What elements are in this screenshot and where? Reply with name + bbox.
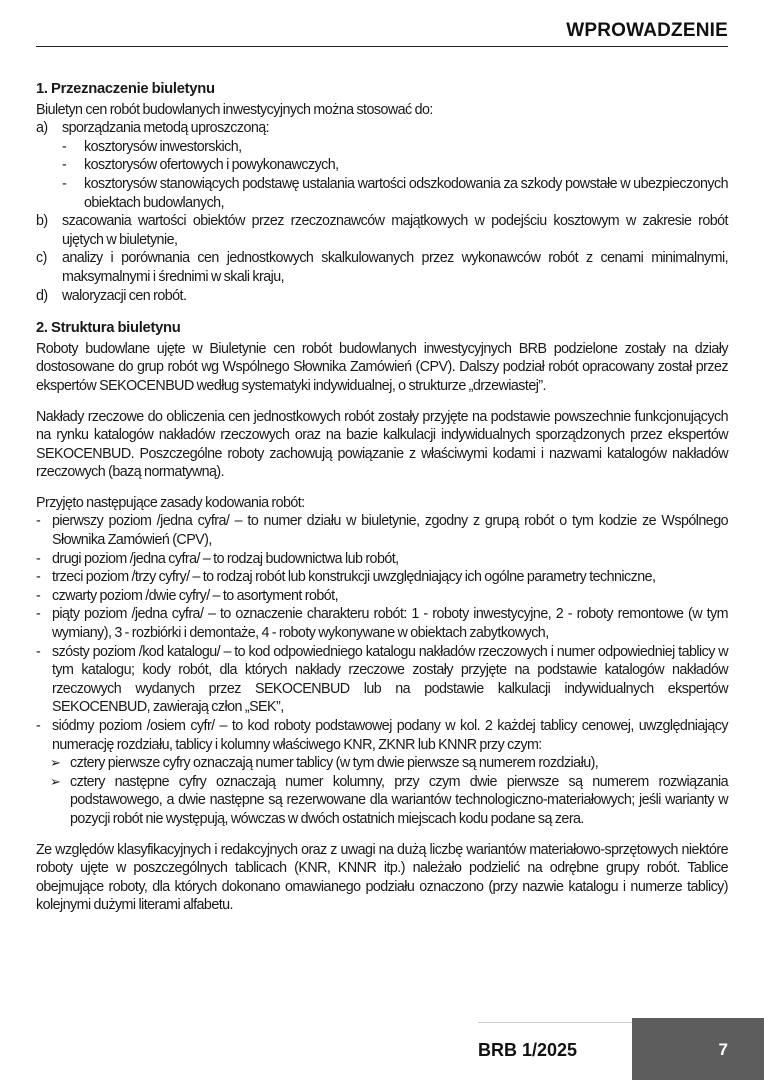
- dash-marker: -: [36, 550, 41, 567]
- sublist-item: [36, 138, 728, 157]
- dash-marker: -: [62, 175, 67, 192]
- structure-paragraph-2: Nakłady rzeczowe do obliczenia cen jednostkowych robót zostały przyjęte na podstawie powszechnie funkcjonujących na rynku katalogów nakładów rzeczowych oraz na bazie kalkulacji indywidualnych sporządzonych przez ekspertów SEKOCENBUD. Poszczególne roboty zachowują powiązanie z właściwymi kodami i nazwami katalogów nakładów rzeczowych (bazą normatywną).: [36, 408, 728, 481]
- sublist-item: [36, 156, 728, 175]
- header-divider: [36, 46, 728, 47]
- sublist-item-text: kosztorysów inwestorskich,: [84, 138, 242, 155]
- list-marker: d): [36, 287, 48, 304]
- publication-code: BRB 1/2025: [478, 1040, 578, 1060]
- dash-marker: -: [36, 587, 41, 604]
- list-item-text: sporządzania metodą uproszczoną:: [62, 120, 270, 137]
- cost-estimate-sublist: [36, 138, 728, 212]
- page-content: [36, 80, 728, 915]
- dash-marker: -: [36, 513, 41, 530]
- list-marker: b): [36, 213, 48, 230]
- grouping-paragraph: Ze względów klasyfikacyjnych i redakcyjnych oraz z uwagi na dużą liczbę wariantów materiałowo-sprzętowych niektóre roboty ujęte w poszczególnych tablicach (KNR, KNNR itp.) należało podzielić na odrębne grupy robót. Tablice obejmujące roboty, dla których dokonano omawianego podziału oznaczono (przy nazwie katalogu i numerze tablicy) kolejnymi dużymi literami alfabetu.: [36, 841, 728, 914]
- arrow-bullet-icon: ➢: [50, 755, 61, 771]
- dash-marker: -: [62, 157, 67, 174]
- list-marker: a): [36, 120, 48, 137]
- coding-rule-text: trzeci poziom /trzy cyfry/ – to rodzaj robót lub konstrukcji uwzględniający ich ogólne parametry techniczne,: [52, 569, 656, 586]
- coding-rule-text: drugi poziom /jedna cyfra/ – to rodzaj budownictwa lub robót,: [52, 550, 399, 567]
- coding-rule-item: [36, 512, 728, 549]
- coding-rule-item: [36, 643, 728, 717]
- coding-rule-text: szósty poziom /kod katalogu/ – to kod odpowiedniego katalogu nakładów rzeczowych i numer odpowiedniej tablicy w tym katalogu; kody robót, dla których nakłady rzeczowe zostały przyjęte na podstawie katalogów nakładów rzeczowych wydanych przez SEKOCENBUD lub na podstawie kalkulacji indywidualnych ekspertów SEKOCENBUD, zawierają człon „SEK”,: [52, 643, 728, 716]
- coding-rules-list: [36, 512, 728, 754]
- usage-list: [36, 119, 728, 138]
- sublist-item-text: kosztorysów ofertowych i powykonawczych,: [84, 157, 339, 174]
- dash-marker: -: [36, 606, 41, 623]
- list-marker: c): [36, 250, 47, 267]
- coding-rule-text: piąty poziom /jedna cyfra/ – to oznaczenie charakteru robót: 1 - roboty inwestycyjne, 2 - roboty remontowe (w tym wymiany), 3 - rozbiórki i demontaże, 4 - roboty wykonywane w obiektach zabytkowych,: [52, 606, 728, 642]
- arrow-item: [36, 773, 728, 829]
- dash-marker: -: [36, 643, 41, 660]
- page-number-box: [632, 1018, 764, 1080]
- page-header-title: WPROWADZENIE: [566, 20, 728, 41]
- list-item-text: szacowania wartości obiektów przez rzeczoznawców majątkowych w podejściu kosztowym w zakresie robót ujętych w biuletynie,: [62, 213, 728, 248]
- coding-rule-text: siódmy poziom /osiem cyfr/ – to kod roboty podstawowej podany w kol. 2 każdej tablicy cenowej, uwzględniający numerację rozdziału, tablicy i kolumny właściwego KNR, ZKNR lub KNNR przy czym:: [52, 718, 728, 753]
- usage-item-c: [36, 249, 728, 286]
- usage-item-d: [36, 287, 728, 306]
- dash-marker: -: [62, 138, 67, 155]
- arrow-bullet-icon: ➢: [50, 773, 61, 789]
- coding-rule-text: pierwszy poziom /jedna cyfra/ – to numer działu w biuletynie, zgodny z grupą robót o tym kodzie ze Wspólnego Słownika Zamówień (CPV),: [52, 513, 728, 549]
- coding-rule-item: [36, 605, 728, 642]
- arrow-item: [36, 754, 728, 773]
- section-1-intro: Biuletyn cen robót budowlanych inwestycyjnych można stosować do:: [36, 101, 433, 118]
- sublist-item-text: kosztorysów stanowiących podstawę ustalania wartości odszkodowania za szkody powstałe w ubezpieczonych obiektach budowlanych,: [84, 175, 728, 211]
- coding-rules-intro: Przyjęto następujące zasady kodowania robót:: [36, 494, 305, 511]
- arrow-item-text: cztery następne cyfry oznaczają numer kolumny, przy czym dwie pierwsze są numerem rozwiązania podstawowego, a dwie następne są rezerwowane dla wariantów technologiczno-materiałowych; jeśli warianty w pozycji robót nie występują, wówczas w dwóch ostatnich miejscach kodu podane są zera.: [70, 773, 728, 827]
- arrow-item-text: cztery pierwsze cyfry oznaczają numer tablicy (w tym dwie pierwsze są numerem rozdziału),: [70, 755, 599, 772]
- list-item-text: waloryzacji cen robót.: [62, 287, 187, 304]
- usage-item-a: [36, 119, 728, 138]
- footer-divider: [478, 1022, 632, 1023]
- usage-item-b: [36, 212, 728, 249]
- list-item-text: analizy i porównania cen jednostkowych skalkulowanych przez wykonawców robót z cenami minimalnymi, maksymalnymi i średnimi w skali kraju,: [62, 250, 728, 285]
- section-2-heading: 2. Struktura biuletynu: [36, 320, 181, 337]
- structure-paragraph-1: Roboty budowlane ujęte w Biuletynie cen robót budowlanych inwestycyjnych BRB podzielone zostały na działy dostosowane do grup robót wg Wspólnego Słownika Zamówień (CPV). Dalszy podział robót opracowany został przez ekspertów SEKOCENBUD według systematyki indywidualnej, o strukturze „drzewiastej”.: [36, 340, 728, 394]
- coding-rule-item: [36, 717, 728, 754]
- sublist-item: [36, 175, 728, 212]
- dash-marker: -: [36, 718, 41, 734]
- coding-rule-text: czwarty poziom /dwie cyfry/ – to asortyment robót,: [52, 587, 339, 604]
- seventh-level-details: [36, 754, 728, 828]
- coding-rule-item: [36, 587, 728, 606]
- coding-rule-item: [36, 568, 728, 587]
- coding-rule-item: [36, 550, 728, 569]
- usage-list-continued: [36, 212, 728, 305]
- dash-marker: -: [36, 569, 41, 586]
- section-1-heading: 1. Przeznaczenie biuletynu: [36, 81, 215, 97]
- page-number: 7: [718, 1040, 728, 1059]
